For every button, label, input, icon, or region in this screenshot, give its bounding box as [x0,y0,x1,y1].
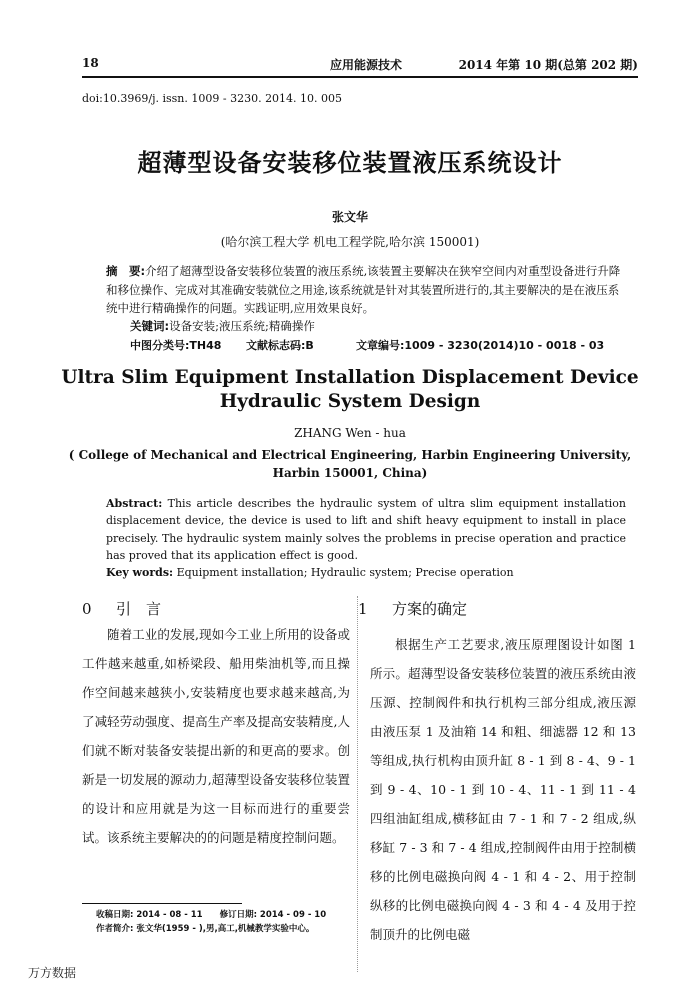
affiliation-english [0,446,700,482]
abstract-chinese-text: 介绍了超薄型设备安装移位装置的液压系统,该装置主要解决在狭窄空间内对重型设备进行升降和移位操作、完成对其准确安装就位之用途,该系统就是针对其装置所进行的,其主要解决的是在液压系统中进行精确操作的问题。实践证明,应用效果良好。 [106,264,621,315]
footnote-author-bio: 作者简介: 张文华(1959 - ),男,高工,机械教学实验中心。 [96,924,315,934]
affiliation-chinese: (哈尔滨工程大学 机电工程学院,哈尔滨 150001) [220,235,480,249]
keywords-english-label: Key words: [106,566,174,579]
footnote [96,908,356,936]
section-0-number: 0 [82,600,92,618]
title-english-line1: Ultra Slim Equipment Installation Displacement Device [61,367,639,388]
title-english-line2: Hydraulic System Design [219,391,481,412]
section-0-title: 引 言 [116,600,162,618]
footnote-dates: 收稿日期: 2014 - 08 - 11 修订日期: 2014 - 09 - 10 [96,910,327,920]
abstract-chinese-label: 摘 要: [106,264,146,278]
section-0-heading [82,598,161,619]
article-number: 文章编号:1009 - 3230(2014)10 - 0018 - 03 [356,339,605,352]
title-english [0,366,700,414]
section-1-heading [358,598,467,619]
doi: doi:10.3969/j. issn. 1009 - 3230. 2014. 10. 005 [82,92,343,105]
author-chinese: 张文华 [331,210,368,224]
abstract-english [106,495,626,565]
section-1-body: 根据生产工艺要求,液压原理图设计如图 1 所示。超薄型设备安装移位装置的液压系统由液压源、控制阀件和执行机构三部分组成,液压源由液压泵 1 及油箱 14 和粗、细滤器 12 和 13 等组成,执行机构由顶升缸 8 - 1 到 8 - 4、9 - 1 到 9 - 4、10 - 1 到 10 - 4、11 - 1 到 11 - 4 四组油缸组成,横移缸由 7 - 1 和 7 - 2 组成,纵移缸 7 - 3 和 7 - 4 组成,控制阀件由用于控制横移的比例电磁换向阀 4 - 1 和 4 - 2、用于控制纵移的比例电磁换向阀 4 - 3 和 4 - 4 及用于控制顶升的比例电磁 [370,637,636,942]
section-0-body: 随着工业的发展,现如今工业上所用的设备或工件越来越重,如桥梁段、船用柴油机等,而且操作空间越来越狭小,安装精度也要求越来越高,为了减轻劳动强度、提高生产率及提高安装精度,人们就不断对装备安装提出新的和更高的要求。创新是一切发展的源动力,超薄型设备安装移位装置的设计和应用就是为这一目标而进行的重要尝试。该系统主要解决的的问题是精度控制问题。 [82,627,350,845]
abstract-english-text: This article describes the hydraulic system of ultra slim equipment installation displacement device, the device is used to lift and shift heavy equipment to install in place precisely. The hydraulic system mainly solves the problems in precise operation and practice has proved that its application effect is good. [106,497,626,563]
page-number: 18 [82,56,99,70]
page-header [82,52,638,78]
column-divider [357,596,358,972]
affiliation-english-line1: ( College of Mechanical and Electrical Engineering, Harbin Engineering University, [68,448,632,462]
section-1-number: 1 [358,600,368,618]
keywords-english-text: Equipment installation; Hydraulic system; Precise operation [176,566,514,579]
affiliation-english-line2: Harbin 150001, China) [272,466,428,480]
section-1-title: 方案的确定 [392,600,468,618]
keywords-english [106,566,626,579]
watermark: 万方数据 [28,966,77,980]
document-code: 文献标志码:B [246,339,314,352]
keywords-chinese [130,318,315,334]
author-english: ZHANG Wen - hua [294,426,406,440]
journal-name: 应用能源技术 [330,58,403,72]
footnote-rule [82,903,242,904]
keywords-chinese-text: 设备安装;液压系统;精确操作 [169,319,315,333]
abstract-chinese [106,262,626,318]
keywords-chinese-label: 关键词: [130,319,170,333]
clc-number: 中图分类号:TH48 [130,339,222,352]
issue-info: 2014 年第 10 期(总第 202 期) [458,58,638,72]
title-chinese: 超薄型设备安装移位装置液压系统设计 [137,149,563,177]
abstract-english-label: Abstract: [106,497,163,510]
